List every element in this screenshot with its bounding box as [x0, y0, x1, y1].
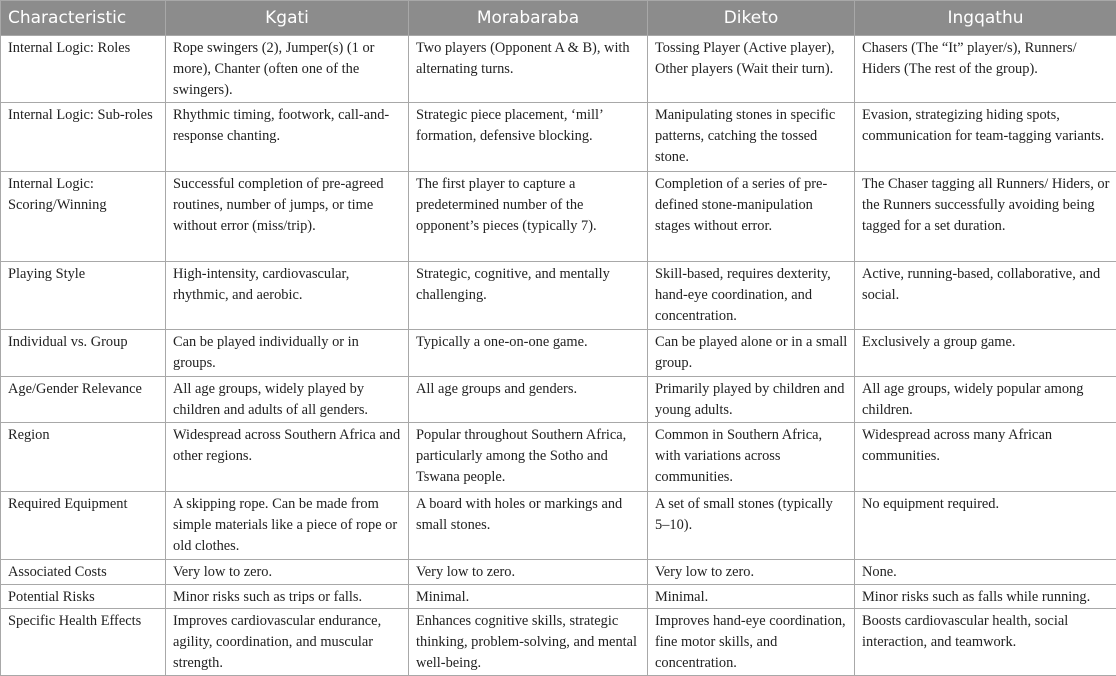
row-label: Region — [1, 423, 166, 492]
row-label: Internal Logic: Roles — [1, 36, 166, 103]
table-row — [1, 376, 1116, 423]
row-label: Specific Health Effects — [1, 608, 166, 675]
table-cell: Minimal. — [648, 584, 855, 608]
table-cell: A set of small stones (typically 5–10). — [648, 492, 855, 560]
table-cell: Enhances cognitive skills, strategic thinking, problem-solving, and mental well-being. — [409, 608, 648, 675]
row-label: Internal Logic: Sub-roles — [1, 102, 166, 171]
table-row — [1, 262, 1116, 330]
table-row — [1, 492, 1116, 560]
table-cell: Skill-based, requires dexterity, hand-eye coordination, and concentration. — [648, 262, 855, 330]
table-row — [1, 36, 1116, 103]
table-row — [1, 560, 1116, 584]
table-cell: Popular throughout Southern Africa, particularly among the Sotho and Tswana people. — [409, 423, 648, 492]
table-cell: All age groups and genders. — [409, 376, 648, 423]
column-header: Morabaraba — [409, 1, 648, 36]
table-cell: Very low to zero. — [166, 560, 409, 584]
table-cell: Completion of a series of pre-defined stone-manipulation stages without error. — [648, 171, 855, 261]
column-header: Ingqathu — [855, 1, 1116, 36]
row-label: Playing Style — [1, 262, 166, 330]
table-row — [1, 608, 1116, 675]
table-cell: Very low to zero. — [648, 560, 855, 584]
table-cell: Typically a one-on-one game. — [409, 330, 648, 377]
table-cell: All age groups, widely played by children and adults of all genders. — [166, 376, 409, 423]
table-cell: Widespread across Southern Africa and other regions. — [166, 423, 409, 492]
row-label: Internal Logic: Scoring/Winning — [1, 171, 166, 261]
table-cell: Minimal. — [409, 584, 648, 608]
column-header: Characteristic — [1, 1, 166, 36]
table-cell: All age groups, widely popular among children. — [855, 376, 1116, 423]
table-cell: Improves cardiovascular endurance, agility, coordination, and muscular strength. — [166, 608, 409, 675]
row-label: Associated Costs — [1, 560, 166, 584]
table-cell: Common in Southern Africa, with variations across communities. — [648, 423, 855, 492]
table-cell: Can be played alone or in a small group. — [648, 330, 855, 377]
table-cell: No equipment required. — [855, 492, 1116, 560]
table-cell: Tossing Player (Active player), Other players (Wait their turn). — [648, 36, 855, 103]
table-row — [1, 330, 1116, 377]
table-cell: Chasers (The “It” player/s), Runners/ Hiders (The rest of the group). — [855, 36, 1116, 103]
table-cell: Widespread across many African communities. — [855, 423, 1116, 492]
table-cell: Minor risks such as falls while running. — [855, 584, 1116, 608]
table-row — [1, 171, 1116, 261]
column-header: Diketo — [648, 1, 855, 36]
table-cell: Successful completion of pre-agreed routines, number of jumps, or time without error (miss/trip). — [166, 171, 409, 261]
table-cell: Two players (Opponent A & B), with alternating turns. — [409, 36, 648, 103]
row-label: Age/Gender Relevance — [1, 376, 166, 423]
table-cell: The first player to capture a predetermined number of the opponent’s pieces (typically 7). — [409, 171, 648, 261]
header-row — [1, 1, 1116, 36]
table-cell: Very low to zero. — [409, 560, 648, 584]
table-cell: A board with holes or markings and small stones. — [409, 492, 648, 560]
table-row — [1, 102, 1116, 171]
table-cell: The Chaser tagging all Runners/ Hiders, or the Runners successfully avoiding being tagged for a set duration. — [855, 171, 1116, 261]
row-label: Individual vs. Group — [1, 330, 166, 377]
table-row — [1, 584, 1116, 608]
table-cell: Minor risks such as trips or falls. — [166, 584, 409, 608]
row-label: Potential Risks — [1, 584, 166, 608]
table-cell: Boosts cardiovascular health, social interaction, and teamwork. — [855, 608, 1116, 675]
table-cell: Primarily played by children and young adults. — [648, 376, 855, 423]
table-cell: Active, running-based, collaborative, and social. — [855, 262, 1116, 330]
table-cell: Rope swingers (2), Jumper(s) (1 or more), Chanter (often one of the swingers). — [166, 36, 409, 103]
table-cell: None. — [855, 560, 1116, 584]
table-cell: Strategic, cognitive, and mentally challenging. — [409, 262, 648, 330]
table-row — [1, 423, 1116, 492]
table-cell: A skipping rope. Can be made from simple materials like a piece of rope or old clothes. — [166, 492, 409, 560]
table-cell: Rhythmic timing, footwork, call-and-response chanting. — [166, 102, 409, 171]
table-cell: Evasion, strategizing hiding spots, communication for team-tagging variants. — [855, 102, 1116, 171]
table-cell: Manipulating stones in specific patterns, catching the tossed stone. — [648, 102, 855, 171]
table-cell: Improves hand-eye coordination, fine motor skills, and concentration. — [648, 608, 855, 675]
row-label: Required Equipment — [1, 492, 166, 560]
table-cell: Strategic piece placement, ‘mill’ formation, defensive blocking. — [409, 102, 648, 171]
table-cell: High-intensity, cardiovascular, rhythmic, and aerobic. — [166, 262, 409, 330]
table-cell: Exclusively a group game. — [855, 330, 1116, 377]
table-cell: Can be played individually or in groups. — [166, 330, 409, 377]
column-header: Kgati — [166, 1, 409, 36]
